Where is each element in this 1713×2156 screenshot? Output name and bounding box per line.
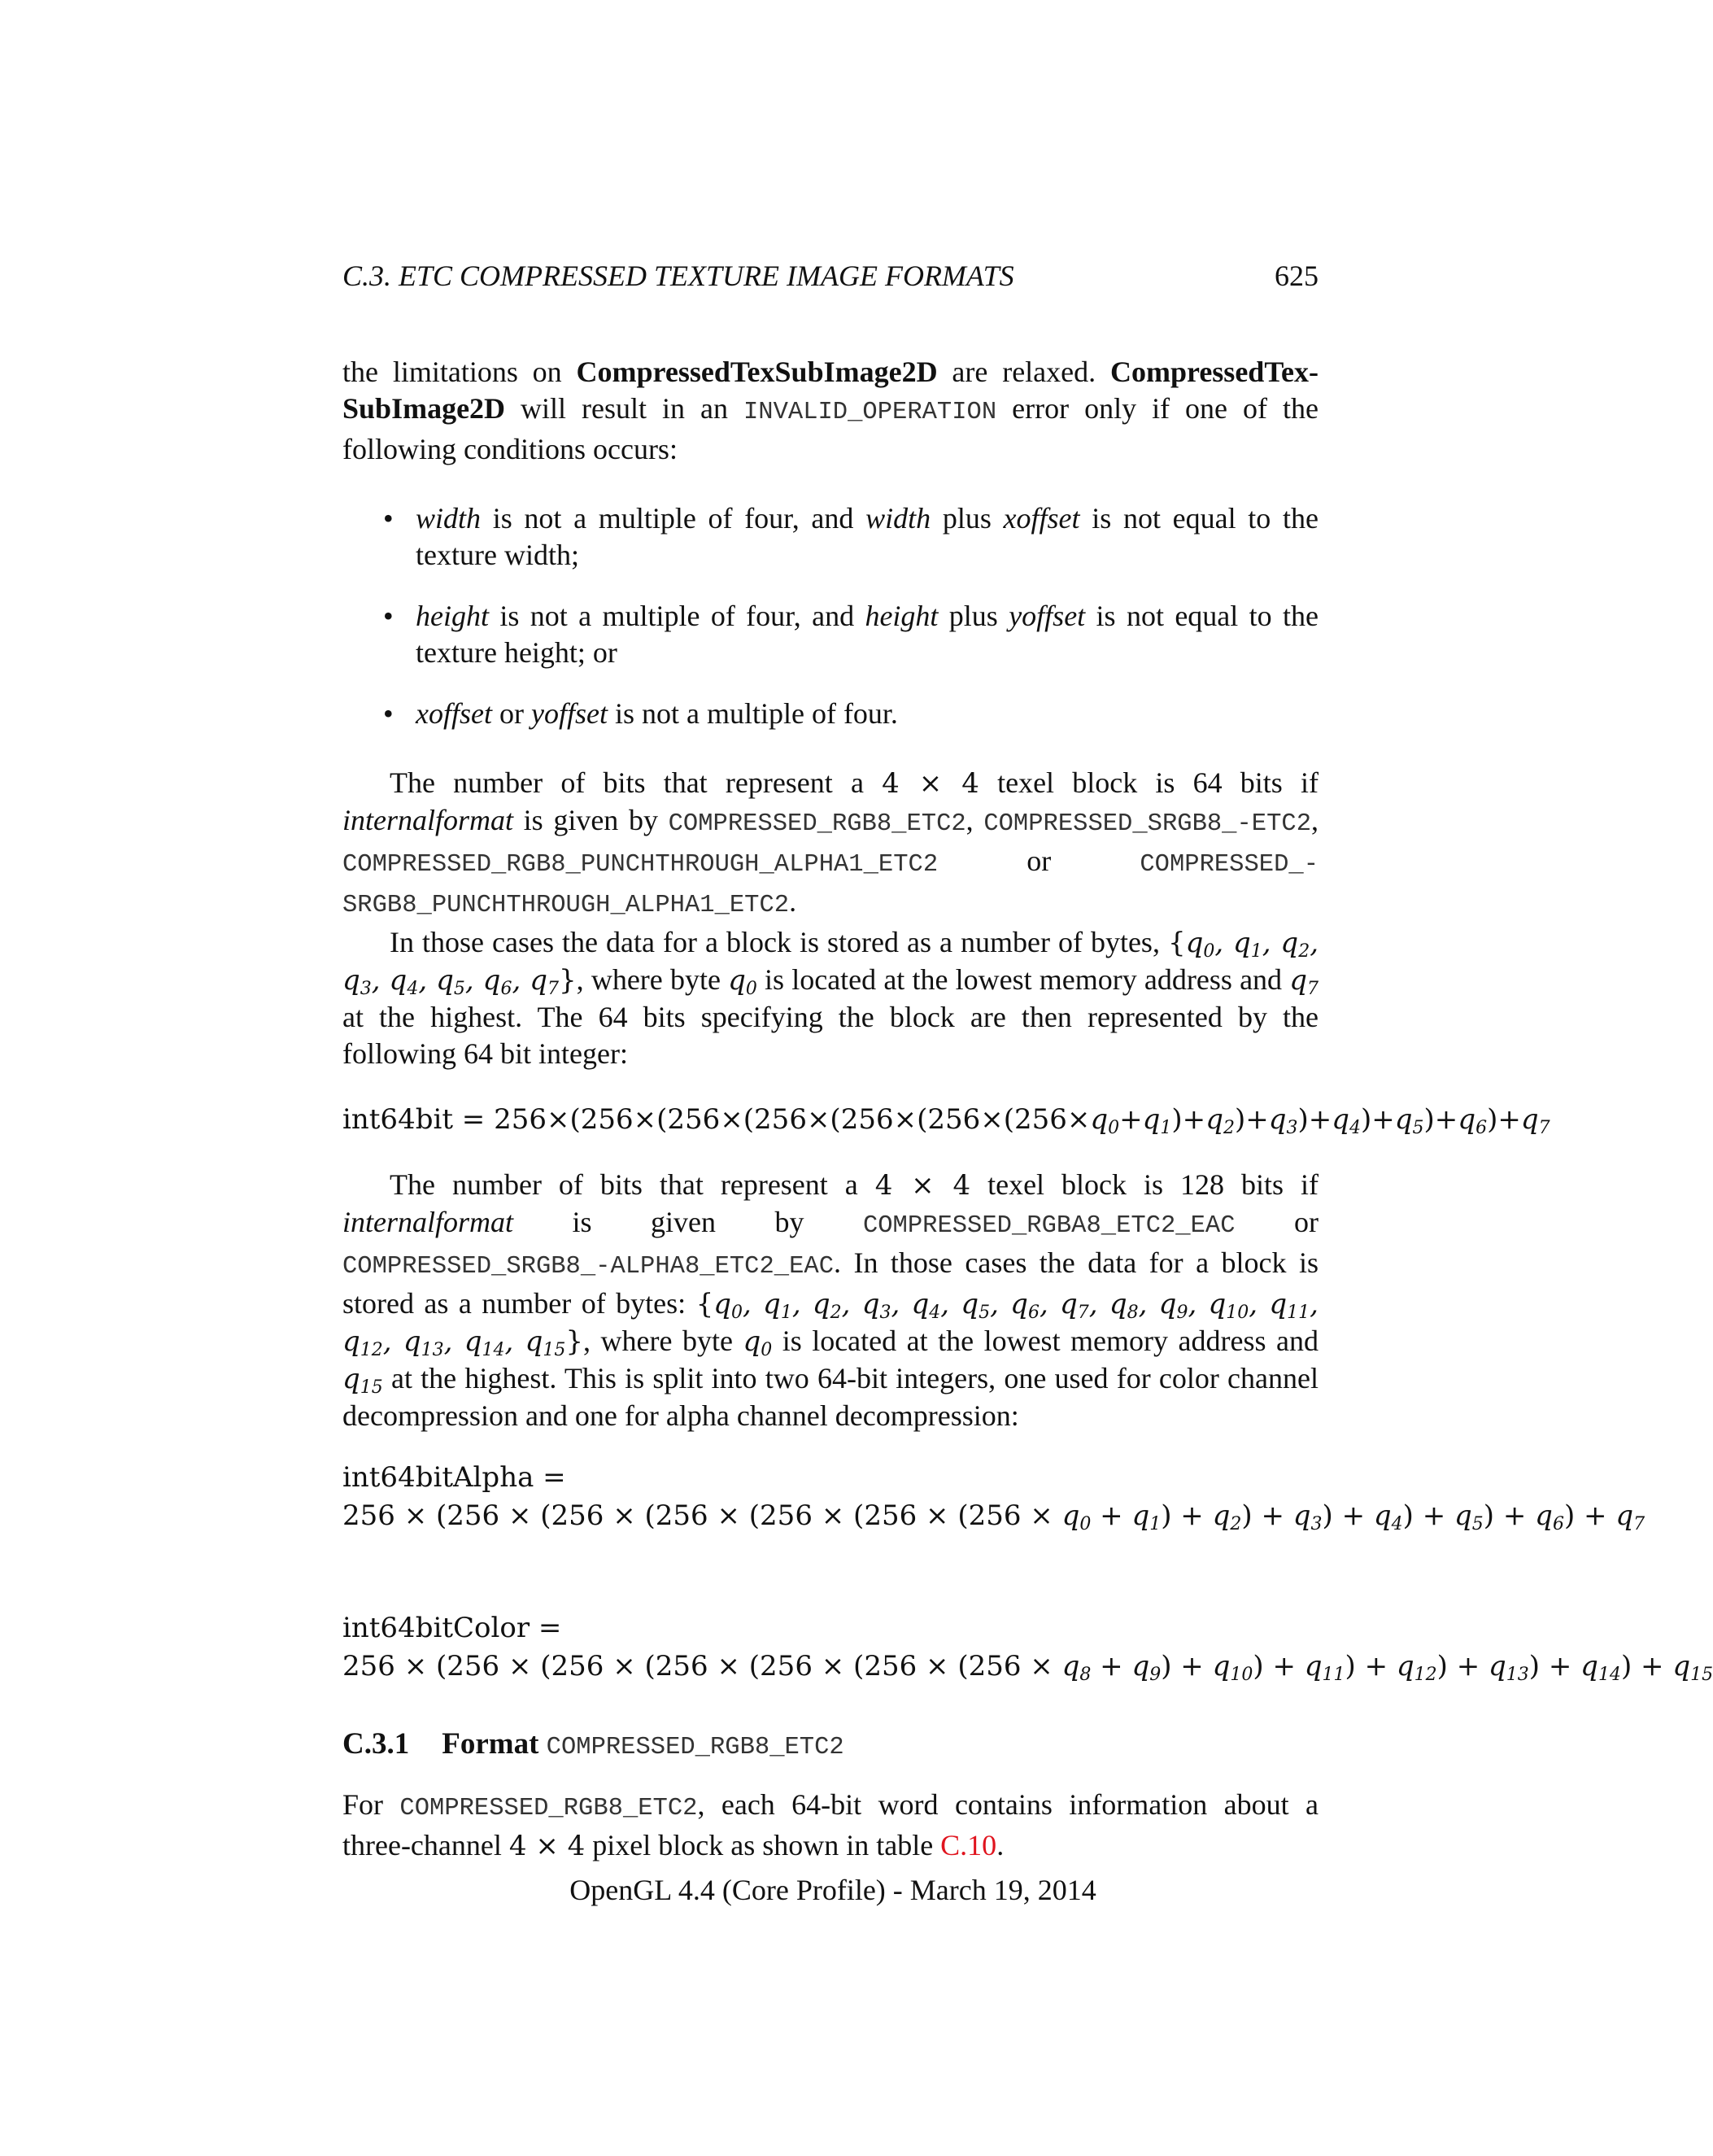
page-number: 625 (1275, 260, 1319, 292)
equation-int64bit: $int64bit = 256\times(256\times(256\times(256\times(256\times(256\times(256\times q_0+q_1)+q_2)+q_3)+q_4)+q_5)+q_6)+q_7$ (342, 1103, 1550, 1138)
section-heading (342, 1726, 1319, 1766)
paragraph-limitations: the limitations on CompressedTexSubImage2D are relaxed. CompressedTex-SubImage2D will result in an INVALID_OPERATION error only if one of the following conditions occurs: (342, 356, 1319, 465)
header-section-title: C.3. ETC COMPRESSED TEXTURE IMAGE FORMATS (342, 260, 1014, 292)
paragraph-128bit: The number of bits that represent a 4 × 4 texel block is 128 bits if internalformat is given by COMPRESSED_RGBA8_ETC2_EAC or COMPRESSED_SRGB8_-ALPHA8_ETC2_EAC. In those cases the data for a block is stored as a number of bytes: {$q_0$, $q_1$, $q_2$, $q_3$, $q_4$, $q_5$, $q_6$, $q_7$, $q_8$, $q_9$, $q_{10}$, $q_{11}$, $q_{12}$, $q_{13}$, $q_{14}$, $q_{15}$}, where byte $q_0$ is located at the lowest memory address and $q_{15}$ at the highest. This is split into two 64-bit integers, one used for color channel decompression and one for alpha channel decompression: (342, 1168, 1319, 1432)
list-item: • xoffset or yoffset is not a multiple of four. (383, 697, 898, 730)
error-code: INVALID_OPERATION (743, 399, 997, 426)
section-format-code: COMPRESSED_RGB8_ETC2 (546, 1734, 844, 1761)
paragraph-rgb8-etc2: For COMPRESSED_RGB8_ETC2, each 64-bit word contains information about a three-channel 4 × 4 pixel block as shown in table C.10. (342, 1788, 1319, 1862)
equation-int64bit-alpha: int64bitAlpha = $256 \times (256 \times (256 \times (256 \times (256 \times (256 \times (256 \times q_0 + q_1) + q_2) + q_3) + q_4) + q_5) + q_6) + q_7$ (342, 1461, 1645, 1534)
page-footer: OpenGL 4.4 (Core Profile) - March 19, 2014 (569, 1874, 1096, 1906)
paragraph-64bit: The number of bits that represent a 4 × 4 texel block is 64 bits if internalformat is given by COMPRESSED_RGB8_ETC2, COMPRESSED_SRGB8_-ETC2, COMPRESSED_RGB8_PUNCHTHROUGH_ALPHA1_ETC2 or COMPRESSED_-SRGB8_PUNCHTHROUGH_ALPHA1_ETC2. (342, 766, 1319, 919)
list-item: • width is not a multiple of four, and width plus xoffset is not equal to the texture width; (383, 502, 1319, 571)
list-item: • height is not a multiple of four, and height plus yoffset is not equal to the texture height; or (383, 600, 1319, 669)
paragraph-byte-layout: In those cases the data for a block is stored as a number of bytes, {$q_0$, $q_1$, $q_2$, $q_3$, $q_4$, $q_5$, $q_6$, $q_7$}, where byte $q_0$ is located at the lowest memory address and $q_7$ at the highest. The 64 bits specifying the block are then represented by the following 64 bit integer: (342, 926, 1319, 1070)
conditions-list (342, 500, 1319, 732)
equation-int64bit-color: int64bitColor = $256 \times (256 \times (256 \times (256 \times (256 \times (256 \times (256 \times q_8 + q_9) + q_{10}) + q_{11}) + q_{12}) + q_{13}) + q_{14}) + q_{15}$ (342, 1612, 1713, 1685)
section-number: C.3.1 (342, 1727, 410, 1761)
table-reference-link[interactable]: C.10 (940, 1829, 997, 1861)
section-title: Format (442, 1727, 539, 1761)
page-body (342, 354, 1713, 1865)
command-name: CompressedTex-SubImage2D (342, 356, 1319, 425)
command-name: CompressedTexSubImage2D (576, 356, 938, 388)
